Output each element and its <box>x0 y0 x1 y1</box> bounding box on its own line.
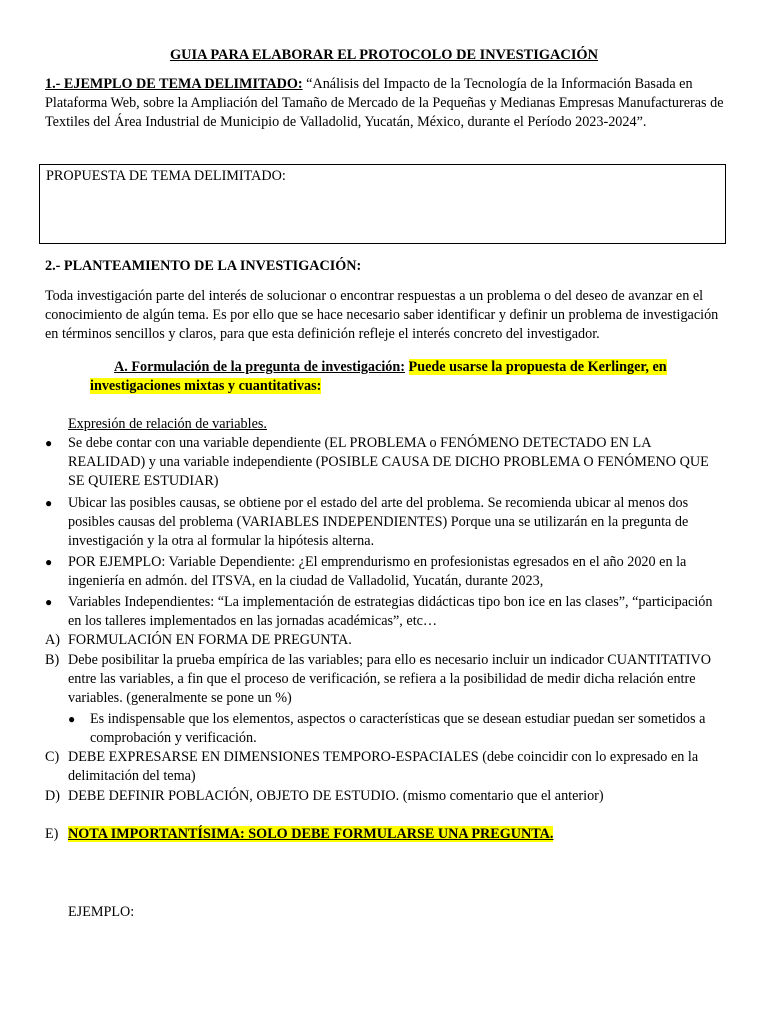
bullet-text: Ubicar las posibles causas, se obtiene por el estado del arte del problema. Se recomienda ubicar al menos dos posibles causas del problema (VARIABLES INDEPENDIENTES) Porque una se utilizarán en la pregunta de investigación y la otra al formular la hipótesis alterna. <box>68 495 689 549</box>
section-a-note: Puede usarse la propuesta de Kerlinger, en investigaciones mixtas y cuantitativas: <box>90 359 667 394</box>
list-text: DEBE EXPRESARSE EN DIMENSIONES TEMPORO-ESPACIALES (debe coincidir con lo expresado en la delimitación del tema) <box>68 749 699 784</box>
bullet-icon: ● <box>45 595 53 609</box>
sub-list-item <box>68 710 725 748</box>
section-a <box>90 358 725 396</box>
section-a-heading: A. Formulación de la pregunta de investigación: <box>114 359 405 375</box>
list-item <box>45 787 725 806</box>
list-marker: C) <box>45 749 60 765</box>
list-item <box>45 593 725 631</box>
proposal-box[interactable] <box>39 164 726 244</box>
example-label: EJEMPLO: <box>68 904 135 920</box>
bullet-text: Variables Independientes: “La implementación de estrategias didácticas tipo bon ice en las clases”, “participación en los talleres implementados en las jornadas académicas”, etc… <box>68 594 713 629</box>
section-1-heading: 1.- EJEMPLO DE TEMA DELIMITADO: <box>45 76 303 92</box>
list-item <box>45 434 725 491</box>
bullet-icon: ● <box>68 712 76 726</box>
section-1 <box>45 75 725 132</box>
list-text: FORMULACIÓN EN FORMA DE PREGUNTA. <box>68 632 352 648</box>
bullet-text: POR EJEMPLO: Variable Dependiente: ¿El emprendurismo en profesionistas egresados en el año 2020 en la ingeniería en admón. del ITSVA, en la ciudad de Valladolid, Yucatán, durante 2023, <box>68 554 687 589</box>
list-marker: D) <box>45 788 60 804</box>
list-marker: A) <box>45 632 60 648</box>
relation-title: Expresión de relación de variables. <box>68 416 267 432</box>
list-marker: B) <box>45 652 60 668</box>
section-1-text: “Análisis del Impacto de la Tecnología de la Información Basada en Plataforma Web, sobre la Ampliación del Tamaño de Mercado de la Pequeñas y Medianas Empresas Manufactureras de Textiles del Área Industrial de Municipio de Valladolid, Yucatán, México, durante el Período 2023-2024”. <box>45 76 724 130</box>
section-2-heading: 2.- PLANTEAMIENTO DE LA INVESTIGACIÓN: <box>45 258 362 274</box>
proposal-box-label: PROPUESTA DE TEMA DELIMITADO: <box>46 168 286 184</box>
list-item <box>45 651 725 708</box>
bullet-icon: ● <box>45 496 53 510</box>
document-title: GUIA PARA ELABORAR EL PROTOCOLO DE INVESTIGACIÓN <box>169 47 599 63</box>
list-item <box>45 553 725 591</box>
bullet-text: Se debe contar con una variable dependiente (EL PROBLEMA o FENÓMENO DETECTADO EN LA REALIDAD) y una variable independiente (POSIBLE CAUSA DE DICHO PROBLEMA O FENÓMENO QUE SE QUIERE ESTUDIAR) <box>68 435 709 489</box>
section-2-paragraph: Toda investigación parte del interés de solucionar o encontrar respuestas a un problema o del deseo de avanzar en el conocimiento de algún tema. Es por ello que se hace necesario saber identificar y definir un problema de investigación en términos sencillos y claros, para que esta definición refleje el interés concreto del investigador. <box>45 288 719 342</box>
list-item <box>45 631 725 650</box>
list-marker: E) <box>45 826 59 842</box>
list-item <box>45 825 725 844</box>
list-item <box>45 494 725 551</box>
bullet-icon: ● <box>45 436 53 450</box>
list-text: DEBE DEFINIR POBLACIÓN, OBJETO DE ESTUDIO. (mismo comentario que el anterior) <box>68 788 604 804</box>
list-item <box>45 748 725 786</box>
important-note: NOTA IMPORTANTÍSIMA: SOLO DEBE FORMULARSE UNA PREGUNTA. <box>68 826 554 842</box>
bullet-icon: ● <box>45 555 53 569</box>
list-text: Debe posibilitar la prueba empírica de las variables; para ello es necesario incluir un indicador CUANTITATIVO entre las variables, a fin que el proceso de verificación, se refiera a la posibilidad de medir dicha relación entre variables. (generalmente se pone un %) <box>68 652 711 706</box>
sub-bullet-text: Es indispensable que los elementos, aspectos o características que se desean estudiar puedan ser sometidos a comprobación y verificación. <box>90 711 706 746</box>
